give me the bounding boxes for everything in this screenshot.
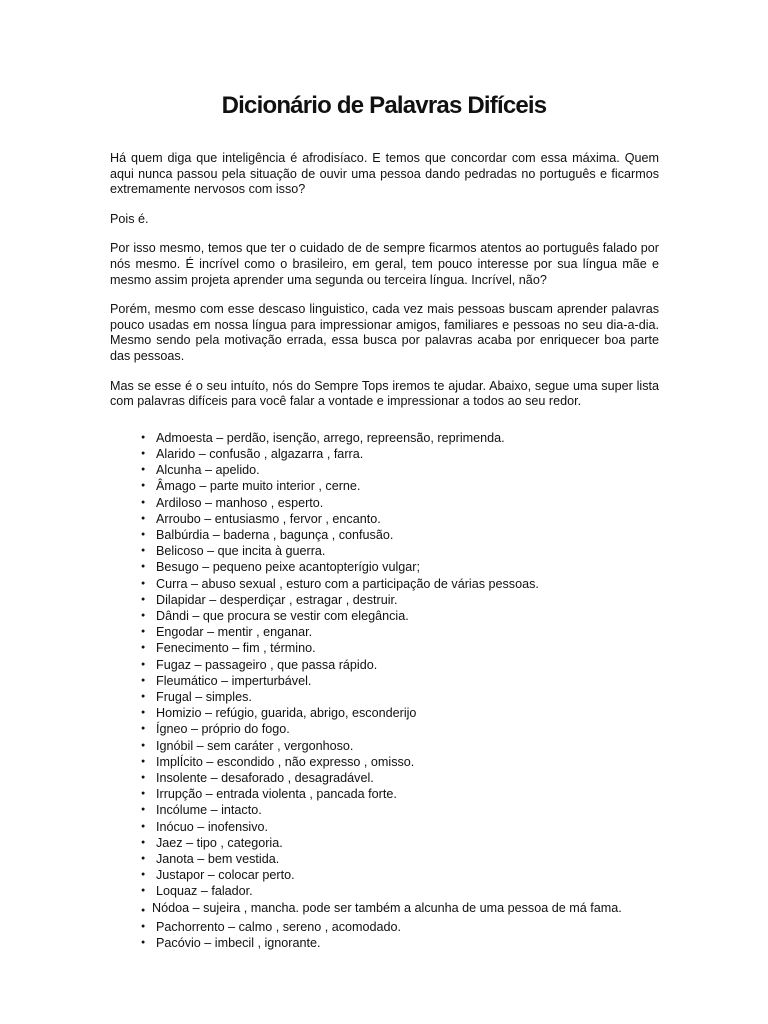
list-item: ● Ígneo – próprio do fogo. — [137, 721, 659, 737]
list-item: ● Dândi – que procura se vestir com elegância. — [137, 608, 659, 624]
list-item: ● Dilapidar – desperdiçar , estragar , destruir. — [137, 592, 659, 608]
page-title: Dicionário de Palavras Difíceis — [221, 92, 547, 119]
list-item: ● Ardiloso – manhoso , esperto. — [137, 495, 659, 511]
document-body — [110, 151, 659, 951]
list-item: ● Jaez – tipo , categoria. — [137, 835, 659, 851]
list-item: ● Pachorrento – calmo , sereno , acomodado. — [137, 919, 659, 935]
list-item: ● Irrupção – entrada violenta , pancada forte. — [137, 786, 659, 802]
list-item: ● Justapor – colocar perto. — [137, 867, 659, 883]
list-item: ● Alarido – confusão , algazarra , farra. — [137, 446, 659, 462]
list-item: ● Frugal – simples. — [137, 689, 659, 705]
body-paragraph: Por isso mesmo, temos que ter o cuidado de de sempre ficarmos atentos ao português falado por nós mesmo. É incrível como o brasileiro, em geral, tem pouco interesse por sua língua mãe e mesmo assim projeta aprender uma segunda ou terceira língua. Incrível, não? — [110, 241, 659, 287]
list-item: ● Belicoso – que incita à guerra. — [137, 543, 659, 559]
list-item-text: Nódoa – sujeira , mancha. pode ser também a alcunha de uma pessoa de má fama. — [152, 900, 622, 915]
list-item: ● Admoesta – perdão, isenção, arrego, repreensão, reprimenda. — [137, 430, 659, 446]
list-item — [110, 900, 659, 919]
intro-paragraph: Há quem diga que inteligência é afrodisíaco. E temos que concordar com essa máxima. Quem aqui nunca passou pela situação de ouvir uma pessoa dando pedradas no português e ficarmos extremamente nervosos com isso? — [110, 151, 659, 197]
body-paragraph: Porém, mesmo com esse descaso linguistico, cada vez mais pessoas buscam aprender palavras pouco usadas em nossa língua para impressionar amigos, familiares e pessoas no seu dia-a-dia. Mesmo sendo pela motivação errada, essa busca por palavras acaba por enriquecer boa parte das pessoas. — [110, 302, 659, 363]
short-paragraph: Pois é. — [110, 211, 149, 226]
list-item: ● Fugaz – passageiro , que passa rápido. — [137, 657, 659, 673]
list-item: ● Pacóvio – imbecil , ignorante. — [137, 935, 659, 951]
list-item: ● Curra – abuso sexual , esturo com a participação de várias pessoas. — [137, 576, 659, 592]
list-item: ● Loquaz – falador. — [137, 883, 659, 899]
list-item: ● Fenecimento – fim , término. — [137, 640, 659, 656]
list-item: ● Balbúrdia – baderna , bagunça , confusão. — [137, 527, 659, 543]
list-item: ● Homizio – refúgio, guarida, abrigo, esconderijo — [137, 705, 659, 721]
word-list — [110, 430, 659, 952]
list-item: ● Arroubo – entusiasmo , fervor , encanto. — [137, 511, 659, 527]
list-item: ● Insolente – desaforado , desagradável. — [137, 770, 659, 786]
list-item: ● ImplÍcito – escondido , não expresso , omisso. — [137, 754, 659, 770]
list-item: ● Ignóbil – sem caráter , vergonhoso. — [137, 738, 659, 754]
list-item: ● Âmago – parte muito interior , cerne. — [137, 478, 659, 494]
list-item: ● Fleumático – imperturbável. — [137, 673, 659, 689]
list-item: ● Engodar – mentir , enganar. — [137, 624, 659, 640]
list-item: ● Alcunha – apelido. — [137, 462, 659, 478]
list-item: ● Inócuo – inofensivo. — [137, 819, 659, 835]
list-item: ● Incólume – intacto. — [137, 802, 659, 818]
body-paragraph: Mas se esse é o seu intuíto, nós do Sempre Tops iremos te ajudar. Abaixo, segue uma super lista com palavras difíceis para você falar a vontade e impressionar a todos ao seu redor. — [110, 378, 659, 409]
list-item: ● Besugo – pequeno peixe acantopterígio vulgar; — [137, 559, 659, 575]
list-item: ● Janota – bem vestida. — [137, 851, 659, 867]
